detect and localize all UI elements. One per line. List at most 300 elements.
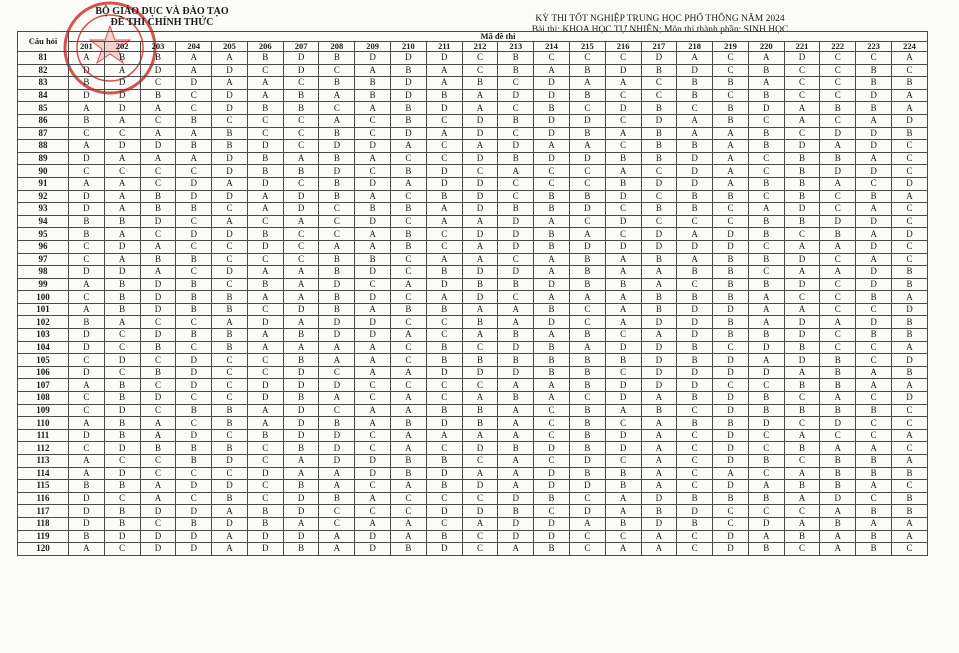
answer-cell: B (856, 543, 892, 556)
answer-cell: B (534, 366, 570, 379)
answer-cell: A (534, 140, 570, 153)
answer-cell: A (355, 417, 391, 430)
table-row (18, 492, 928, 505)
answer-cell: B (319, 127, 355, 140)
answer-cell: D (605, 215, 641, 228)
question-number: 94 (18, 215, 69, 228)
answer-cell: C (677, 102, 713, 115)
answer-cell: A (355, 228, 391, 241)
answer-cell: D (176, 366, 212, 379)
answer-cell: B (69, 480, 105, 493)
answer-cell: A (784, 429, 820, 442)
answer-cell: C (140, 379, 176, 392)
answer-cell: A (140, 266, 176, 279)
answer-cell: D (784, 253, 820, 266)
answer-cell: C (176, 215, 212, 228)
answer-cell: B (176, 114, 212, 127)
answer-cell: C (247, 64, 283, 77)
answer-cell: D (176, 190, 212, 203)
answer-cell: D (176, 177, 212, 190)
answer-cell: D (247, 140, 283, 153)
answer-cell: B (212, 442, 248, 455)
answer-cell: B (713, 253, 749, 266)
answer-cell: A (748, 303, 784, 316)
exam-code-cell: 207 (283, 42, 319, 52)
answer-cell: A (391, 530, 427, 543)
answer-cell: C (569, 52, 605, 65)
ministry-name: BỘ GIÁO DỤC VÀ ĐÀO TẠO (95, 6, 229, 17)
answer-cell: D (641, 228, 677, 241)
answer-cell: B (748, 228, 784, 241)
answer-cell: C (605, 203, 641, 216)
answer-cell: B (748, 278, 784, 291)
answer-cell: D (677, 379, 713, 392)
answer-cell: C (534, 177, 570, 190)
answer-cell: D (569, 480, 605, 493)
answer-cell: A (856, 228, 892, 241)
answer-cell: D (212, 102, 248, 115)
answer-cell: B (176, 442, 212, 455)
answer-cell: A (319, 240, 355, 253)
exam-code-cell: 220 (748, 42, 784, 52)
answer-cell: D (104, 89, 140, 102)
answer-cell: B (856, 505, 892, 518)
answer-cell: A (605, 127, 641, 140)
question-number: 114 (18, 467, 69, 480)
exam-code-cell: 223 (856, 42, 892, 52)
answer-cell: A (820, 316, 856, 329)
answer-cell: A (498, 303, 534, 316)
answer-cell: B (569, 366, 605, 379)
answer-cell: B (534, 228, 570, 241)
answer-cell: D (355, 530, 391, 543)
exam-code-header: Mã đề thi (69, 32, 928, 42)
answer-cell: C (748, 240, 784, 253)
answer-cell: B (140, 203, 176, 216)
answer-cell: D (569, 152, 605, 165)
answer-cell: B (641, 140, 677, 153)
answer-cell: B (677, 291, 713, 304)
answer-cell: D (677, 64, 713, 77)
answer-cell: C (713, 89, 749, 102)
answer-cell: B (462, 404, 498, 417)
answer-cell: B (820, 467, 856, 480)
answer-cell: D (426, 467, 462, 480)
answer-cell: D (748, 366, 784, 379)
answer-cell: C (355, 480, 391, 493)
answer-cell: A (856, 379, 892, 392)
answer-cell: A (498, 480, 534, 493)
answer-cell: B (534, 354, 570, 367)
answer-cell: B (891, 329, 927, 342)
answer-cell: C (677, 442, 713, 455)
answer-cell: C (176, 165, 212, 178)
answer-cell: A (891, 517, 927, 530)
answer-cell: C (391, 379, 427, 392)
answer-cell: C (69, 354, 105, 367)
answer-cell: D (319, 140, 355, 153)
answer-cell: C (212, 354, 248, 367)
answer-cell: B (104, 392, 140, 405)
answer-cell: A (426, 77, 462, 90)
answer-cell: A (69, 140, 105, 153)
table-row (18, 266, 928, 279)
answer-cell: D (891, 303, 927, 316)
answer-cell: C (820, 329, 856, 342)
answer-cell: C (677, 480, 713, 493)
answer-cell: B (641, 102, 677, 115)
answer-cell: D (605, 392, 641, 405)
answer-cell: A (713, 152, 749, 165)
answer-cell: B (426, 89, 462, 102)
answer-cell: C (283, 177, 319, 190)
answer-cell: B (69, 215, 105, 228)
answer-cell: B (820, 455, 856, 468)
answer-cell: C (283, 127, 319, 140)
answer-cell: A (748, 530, 784, 543)
answer-cell: B (212, 492, 248, 505)
answer-cell: B (534, 102, 570, 115)
table-row (18, 278, 928, 291)
answer-cell: B (69, 77, 105, 90)
answer-cell: D (498, 240, 534, 253)
answer-cell: B (176, 404, 212, 417)
answer-cell: B (748, 392, 784, 405)
answer-cell: D (891, 392, 927, 405)
table-row (18, 429, 928, 442)
answer-cell: A (212, 543, 248, 556)
answer-cell: B (534, 303, 570, 316)
answer-cell: B (140, 190, 176, 203)
answer-cell: B (319, 190, 355, 203)
answer-cell: D (104, 77, 140, 90)
question-number: 88 (18, 140, 69, 153)
answer-cell: A (140, 480, 176, 493)
answer-cell: A (784, 240, 820, 253)
answer-cell: A (69, 303, 105, 316)
exam-code-cell: 221 (784, 42, 820, 52)
answer-cell: A (212, 52, 248, 65)
answer-cell: B (462, 354, 498, 367)
answer-cell: D (212, 89, 248, 102)
answer-cell: D (104, 354, 140, 367)
answer-cell: A (212, 316, 248, 329)
answer-cell: C (140, 165, 176, 178)
answer-cell: B (641, 203, 677, 216)
answer-cell: B (176, 278, 212, 291)
answer-cell: D (641, 114, 677, 127)
answer-cell: D (713, 240, 749, 253)
answer-cell: C (856, 492, 892, 505)
answer-cell: A (784, 303, 820, 316)
answer-cell: A (176, 52, 212, 65)
answer-cell: C (140, 228, 176, 241)
answer-cell: D (104, 442, 140, 455)
answer-cell: C (283, 114, 319, 127)
answer-cell: B (641, 127, 677, 140)
answer-cell: D (820, 492, 856, 505)
answer-cell: C (426, 316, 462, 329)
answer-cell: A (820, 505, 856, 518)
answer-cell: B (569, 253, 605, 266)
answer-cell: C (498, 127, 534, 140)
answer-cell: A (605, 543, 641, 556)
answer-cell: C (784, 228, 820, 241)
answer-cell: D (748, 517, 784, 530)
answer-cell: A (247, 203, 283, 216)
answer-cell: C (462, 530, 498, 543)
answer-cell: C (748, 152, 784, 165)
answer-cell: B (856, 77, 892, 90)
answer-cell: D (534, 77, 570, 90)
answer-cell: C (104, 492, 140, 505)
answer-cell: B (677, 77, 713, 90)
answer-cell: D (69, 366, 105, 379)
answer-cell: D (713, 543, 749, 556)
answer-cell: A (355, 404, 391, 417)
question-number: 105 (18, 354, 69, 367)
answer-cell: C (891, 417, 927, 430)
answer-cell: A (569, 77, 605, 90)
answer-cell: C (69, 165, 105, 178)
answer-cell: C (462, 543, 498, 556)
answer-cell: C (784, 417, 820, 430)
answer-cell: A (426, 203, 462, 216)
answer-cell: D (605, 190, 641, 203)
answer-cell: B (641, 404, 677, 417)
answer-cell: D (856, 240, 892, 253)
subject-line: Bài thi: KHOA HỌC TỰ NHIÊN; Môn thi thành phần: SINH HỌC (531, 24, 789, 35)
answer-cell: C (212, 366, 248, 379)
answer-cell: B (319, 417, 355, 430)
answer-cell: B (498, 392, 534, 405)
answer-cell: D (748, 417, 784, 430)
answer-cell: D (104, 140, 140, 153)
answer-cell: A (104, 253, 140, 266)
answer-cell: D (498, 366, 534, 379)
answer-cell: D (140, 329, 176, 342)
answer-cell: B (784, 404, 820, 417)
answer-cell: D (140, 543, 176, 556)
answer-cell: D (534, 530, 570, 543)
answer-cell: D (605, 240, 641, 253)
answer-cell: C (391, 253, 427, 266)
answer-cell: D (319, 442, 355, 455)
answer-cell: A (104, 64, 140, 77)
answer-cell: B (319, 177, 355, 190)
answer-cell: A (69, 455, 105, 468)
answer-cell: B (641, 505, 677, 518)
answer-cell: C (176, 392, 212, 405)
table-row (18, 543, 928, 556)
answer-cell: A (641, 278, 677, 291)
answer-cell: A (140, 429, 176, 442)
answer-cell: D (677, 316, 713, 329)
answer-cell: D (713, 354, 749, 367)
answer-cell: C (677, 467, 713, 480)
answer-cell: B (140, 442, 176, 455)
answer-cell: B (569, 429, 605, 442)
question-number: 108 (18, 392, 69, 405)
answer-cell: B (820, 480, 856, 493)
answer-key-table (17, 31, 928, 556)
answer-cell: C (212, 240, 248, 253)
answer-cell: B (820, 379, 856, 392)
answer-cell: A (784, 114, 820, 127)
answer-cell: B (176, 303, 212, 316)
answer-cell: D (713, 303, 749, 316)
table-row (18, 442, 928, 455)
answer-cell: C (104, 341, 140, 354)
answer-cell: B (748, 127, 784, 140)
table-row (18, 467, 928, 480)
answer-cell: C (212, 429, 248, 442)
answer-cell: B (713, 291, 749, 304)
answer-cell: C (820, 203, 856, 216)
answer-cell: D (355, 140, 391, 153)
answer-cell: A (820, 240, 856, 253)
answer-cell: D (534, 114, 570, 127)
answer-cell: C (462, 455, 498, 468)
answer-cell: A (891, 429, 927, 442)
answer-cell: D (140, 530, 176, 543)
answer-cell: C (212, 392, 248, 405)
answer-cell: B (319, 266, 355, 279)
answer-cell: A (426, 291, 462, 304)
answer-cell: B (784, 165, 820, 178)
answer-cell: D (247, 177, 283, 190)
answer-cell: B (784, 530, 820, 543)
answer-cell: B (605, 467, 641, 480)
answer-cell: B (391, 64, 427, 77)
answer-cell: C (462, 492, 498, 505)
answer-cell: D (283, 530, 319, 543)
exam-code-cell: 217 (641, 42, 677, 52)
answer-cell: A (534, 329, 570, 342)
table-row (18, 329, 928, 342)
question-number: 101 (18, 303, 69, 316)
answer-cell: D (748, 102, 784, 115)
answer-cell: A (104, 190, 140, 203)
question-number: 86 (18, 114, 69, 127)
answer-cell: A (283, 455, 319, 468)
answer-cell: D (212, 64, 248, 77)
answer-cell: C (247, 303, 283, 316)
answer-cell: A (820, 543, 856, 556)
answer-cell: A (677, 127, 713, 140)
answer-cell: D (820, 417, 856, 430)
answer-cell: D (69, 492, 105, 505)
answer-cell: D (784, 278, 820, 291)
exam-code-cell: 202 (104, 42, 140, 52)
answer-cell: D (641, 492, 677, 505)
answer-cell: A (498, 417, 534, 430)
exam-code-cell: 219 (713, 42, 749, 52)
answer-cell: A (534, 64, 570, 77)
answer-cell: D (212, 165, 248, 178)
answer-cell: C (355, 165, 391, 178)
answer-cell: B (713, 190, 749, 203)
table-row (18, 102, 928, 115)
answer-cell: D (713, 228, 749, 241)
question-number: 104 (18, 341, 69, 354)
answer-cell: B (856, 190, 892, 203)
answer-cell: B (391, 228, 427, 241)
answer-cell: C (748, 379, 784, 392)
answer-cell: C (176, 89, 212, 102)
answer-cell: D (462, 366, 498, 379)
answer-cell: A (820, 392, 856, 405)
answer-cell: D (355, 543, 391, 556)
answer-cell: D (784, 140, 820, 153)
exam-code-cell: 211 (426, 42, 462, 52)
answer-cell: D (212, 480, 248, 493)
answer-cell: B (713, 114, 749, 127)
answer-cell: D (247, 467, 283, 480)
answer-cell: B (319, 253, 355, 266)
answer-cell: C (498, 77, 534, 90)
answer-cell: D (69, 190, 105, 203)
answer-cell: D (856, 127, 892, 140)
answer-cell: D (426, 543, 462, 556)
answer-cell: A (677, 114, 713, 127)
answer-cell: D (748, 341, 784, 354)
answer-cell: C (140, 114, 176, 127)
answer-cell: C (69, 240, 105, 253)
answer-cell: B (498, 354, 534, 367)
answer-cell: D (498, 89, 534, 102)
answer-cell: C (247, 492, 283, 505)
answer-cell: C (891, 240, 927, 253)
answer-cell: B (713, 492, 749, 505)
answer-cell: C (247, 480, 283, 493)
answer-cell: D (212, 190, 248, 203)
answer-cell: D (856, 215, 892, 228)
answer-cell: C (534, 52, 570, 65)
answer-cell: D (856, 140, 892, 153)
question-number: 103 (18, 329, 69, 342)
answer-cell: A (283, 341, 319, 354)
answer-cell: A (784, 492, 820, 505)
answer-cell: C (820, 303, 856, 316)
answer-cell: D (462, 505, 498, 518)
answer-cell: B (176, 455, 212, 468)
answer-cell: C (140, 455, 176, 468)
answer-cell: B (283, 480, 319, 493)
answer-cell: D (247, 530, 283, 543)
answer-cell: C (176, 240, 212, 253)
answer-cell: B (569, 417, 605, 430)
answer-cell: C (69, 392, 105, 405)
answer-cell: C (391, 291, 427, 304)
answer-cell: B (462, 77, 498, 90)
answer-cell: B (176, 203, 212, 216)
answer-cell: C (247, 455, 283, 468)
answer-cell: B (140, 89, 176, 102)
answer-cell: D (69, 64, 105, 77)
answer-cell: D (176, 228, 212, 241)
answer-cell: A (104, 177, 140, 190)
answer-cell: C (355, 442, 391, 455)
answer-cell: B (713, 278, 749, 291)
answer-cell: A (569, 291, 605, 304)
answer-cell: C (891, 404, 927, 417)
answer-cell: B (283, 354, 319, 367)
answer-cell: D (856, 278, 892, 291)
answer-cell: A (605, 253, 641, 266)
answer-cell: C (319, 505, 355, 518)
answer-cell: C (641, 77, 677, 90)
